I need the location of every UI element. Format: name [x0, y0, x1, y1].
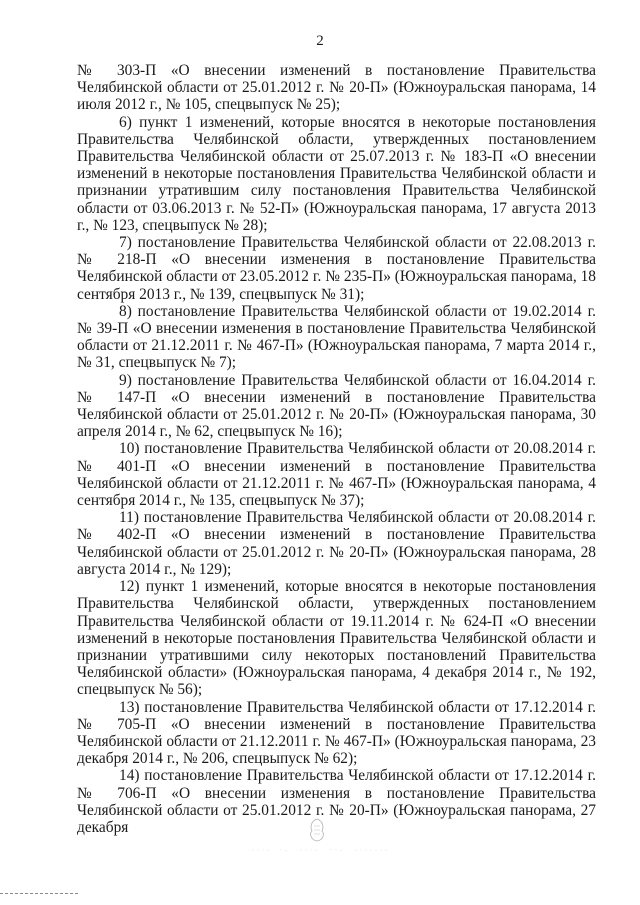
- list-item-10: 10) постановление Правительства Челябинской области от 20.08.2014 г. № 401-П «О внесении изменений в постановление Правительства Челябинской области от 21.12.2011 г. № 467-П» (Южноуральская панорама, 4 сентября 2014 г., № 135, спецвыпуск № 37);: [77, 440, 596, 510]
- list-item-9: 9) постановление Правительства Челябинской области от 16.04.2014 г. № 147-П «О внесении изменений в постановление Правительства Челябинской области от 25.01.2012 г. № 20-П» (Южноуральская панорама, 30 апреля 2014 г., № 62, спецвыпуск № 16);: [77, 371, 596, 441]
- page-number: 2: [316, 33, 324, 49]
- footer-separator: [0, 893, 78, 894]
- list-item-13: 13) постановление Правительства Челябинской области от 17.12.2014 г. № 705-П «О внесении изменений в постановление Правительства Челябинской области от 21.12.2011 г. № 467-П» (Южноуральская панорама, 23 декабря 2014 г., № 206, спецвыпуск № 62);: [77, 698, 596, 768]
- document-body: [77, 62, 596, 836]
- list-item-8: 8) постановление Правительства Челябинской области от 19.02.2014 г. № 39-П «О внесении изменения в постановление Правительства Челябинской области от 21.12.2011 г. № 467-П» (Южноуральская панорама, 7 марта 2014 г., № 31, спецвыпуск № 7);: [77, 302, 596, 372]
- faint-stamp-residue-icon: [250, 845, 390, 855]
- list-item-12: 12) пункт 1 изменений, которые вносятся в некоторые постановления Правительства Челябинской области, утвержденных постановлением Правительства Челябинской области от 19.11.2014 г. № 624-П «О внесении изменений в некоторые постановления Правительства Челябинской области и признании утратившими силу некоторых постановлений Правительства Челябинской области» (Южноуральская панорама, 4 декабря 2014 г., № 192, спецвыпуск № 56);: [77, 578, 596, 699]
- paragraph-continuation: № 303-П «О внесении изменений в постановление Правительства Челябинской области от 25.01.2012 г. № 20-П» (Южноуральская панорама, 14 июля 2012 г., № 105, спецвыпуск № 25);: [77, 62, 596, 114]
- seal-mark-icon: [307, 817, 327, 843]
- list-item-14: 14) постановление Правительства Челябинской области от 17.12.2014 г. № 706-П «О внесении изменения в постановление Правительства Челябинской области от 25.01.2012 г. № 20-П» (Южноуральская панорама, 27 декабря: [77, 767, 596, 836]
- list-item-6: 6) пункт 1 изменений, которые вносятся в некоторые постановления Правительства Челябинской области, утвержденных постановлением Правительства Челябинской области от 25.07.2013 г. № 183-П «О внесении изменений в некоторые постановления Правительства Челябинской области и признании утратившим силу постановления Правительства Челябинской области от 03.06.2013 г. № 52-П» (Южноуральская панорама, 17 августа 2013 г., № 123, спецвыпуск № 28);: [77, 113, 596, 234]
- list-item-11: 11) постановление Правительства Челябинской области от 20.08.2014 г. № 402-П «О внесении изменений в постановление Правительства Челябинской области от 25.01.2012 г. № 20-П» (Южноуральская панорама, 28 августа 2014 г., № 129);: [77, 509, 596, 578]
- list-item-7: 7) постановление Правительства Челябинской области от 22.08.2013 г. № 218-П «О внесении изменения в постановление Правительства Челябинской области от 23.05.2012 г. № 235-П» (Южноуральская панорама, 18 сентября 2013 г., № 139, спецвыпуск № 31);: [77, 234, 596, 303]
